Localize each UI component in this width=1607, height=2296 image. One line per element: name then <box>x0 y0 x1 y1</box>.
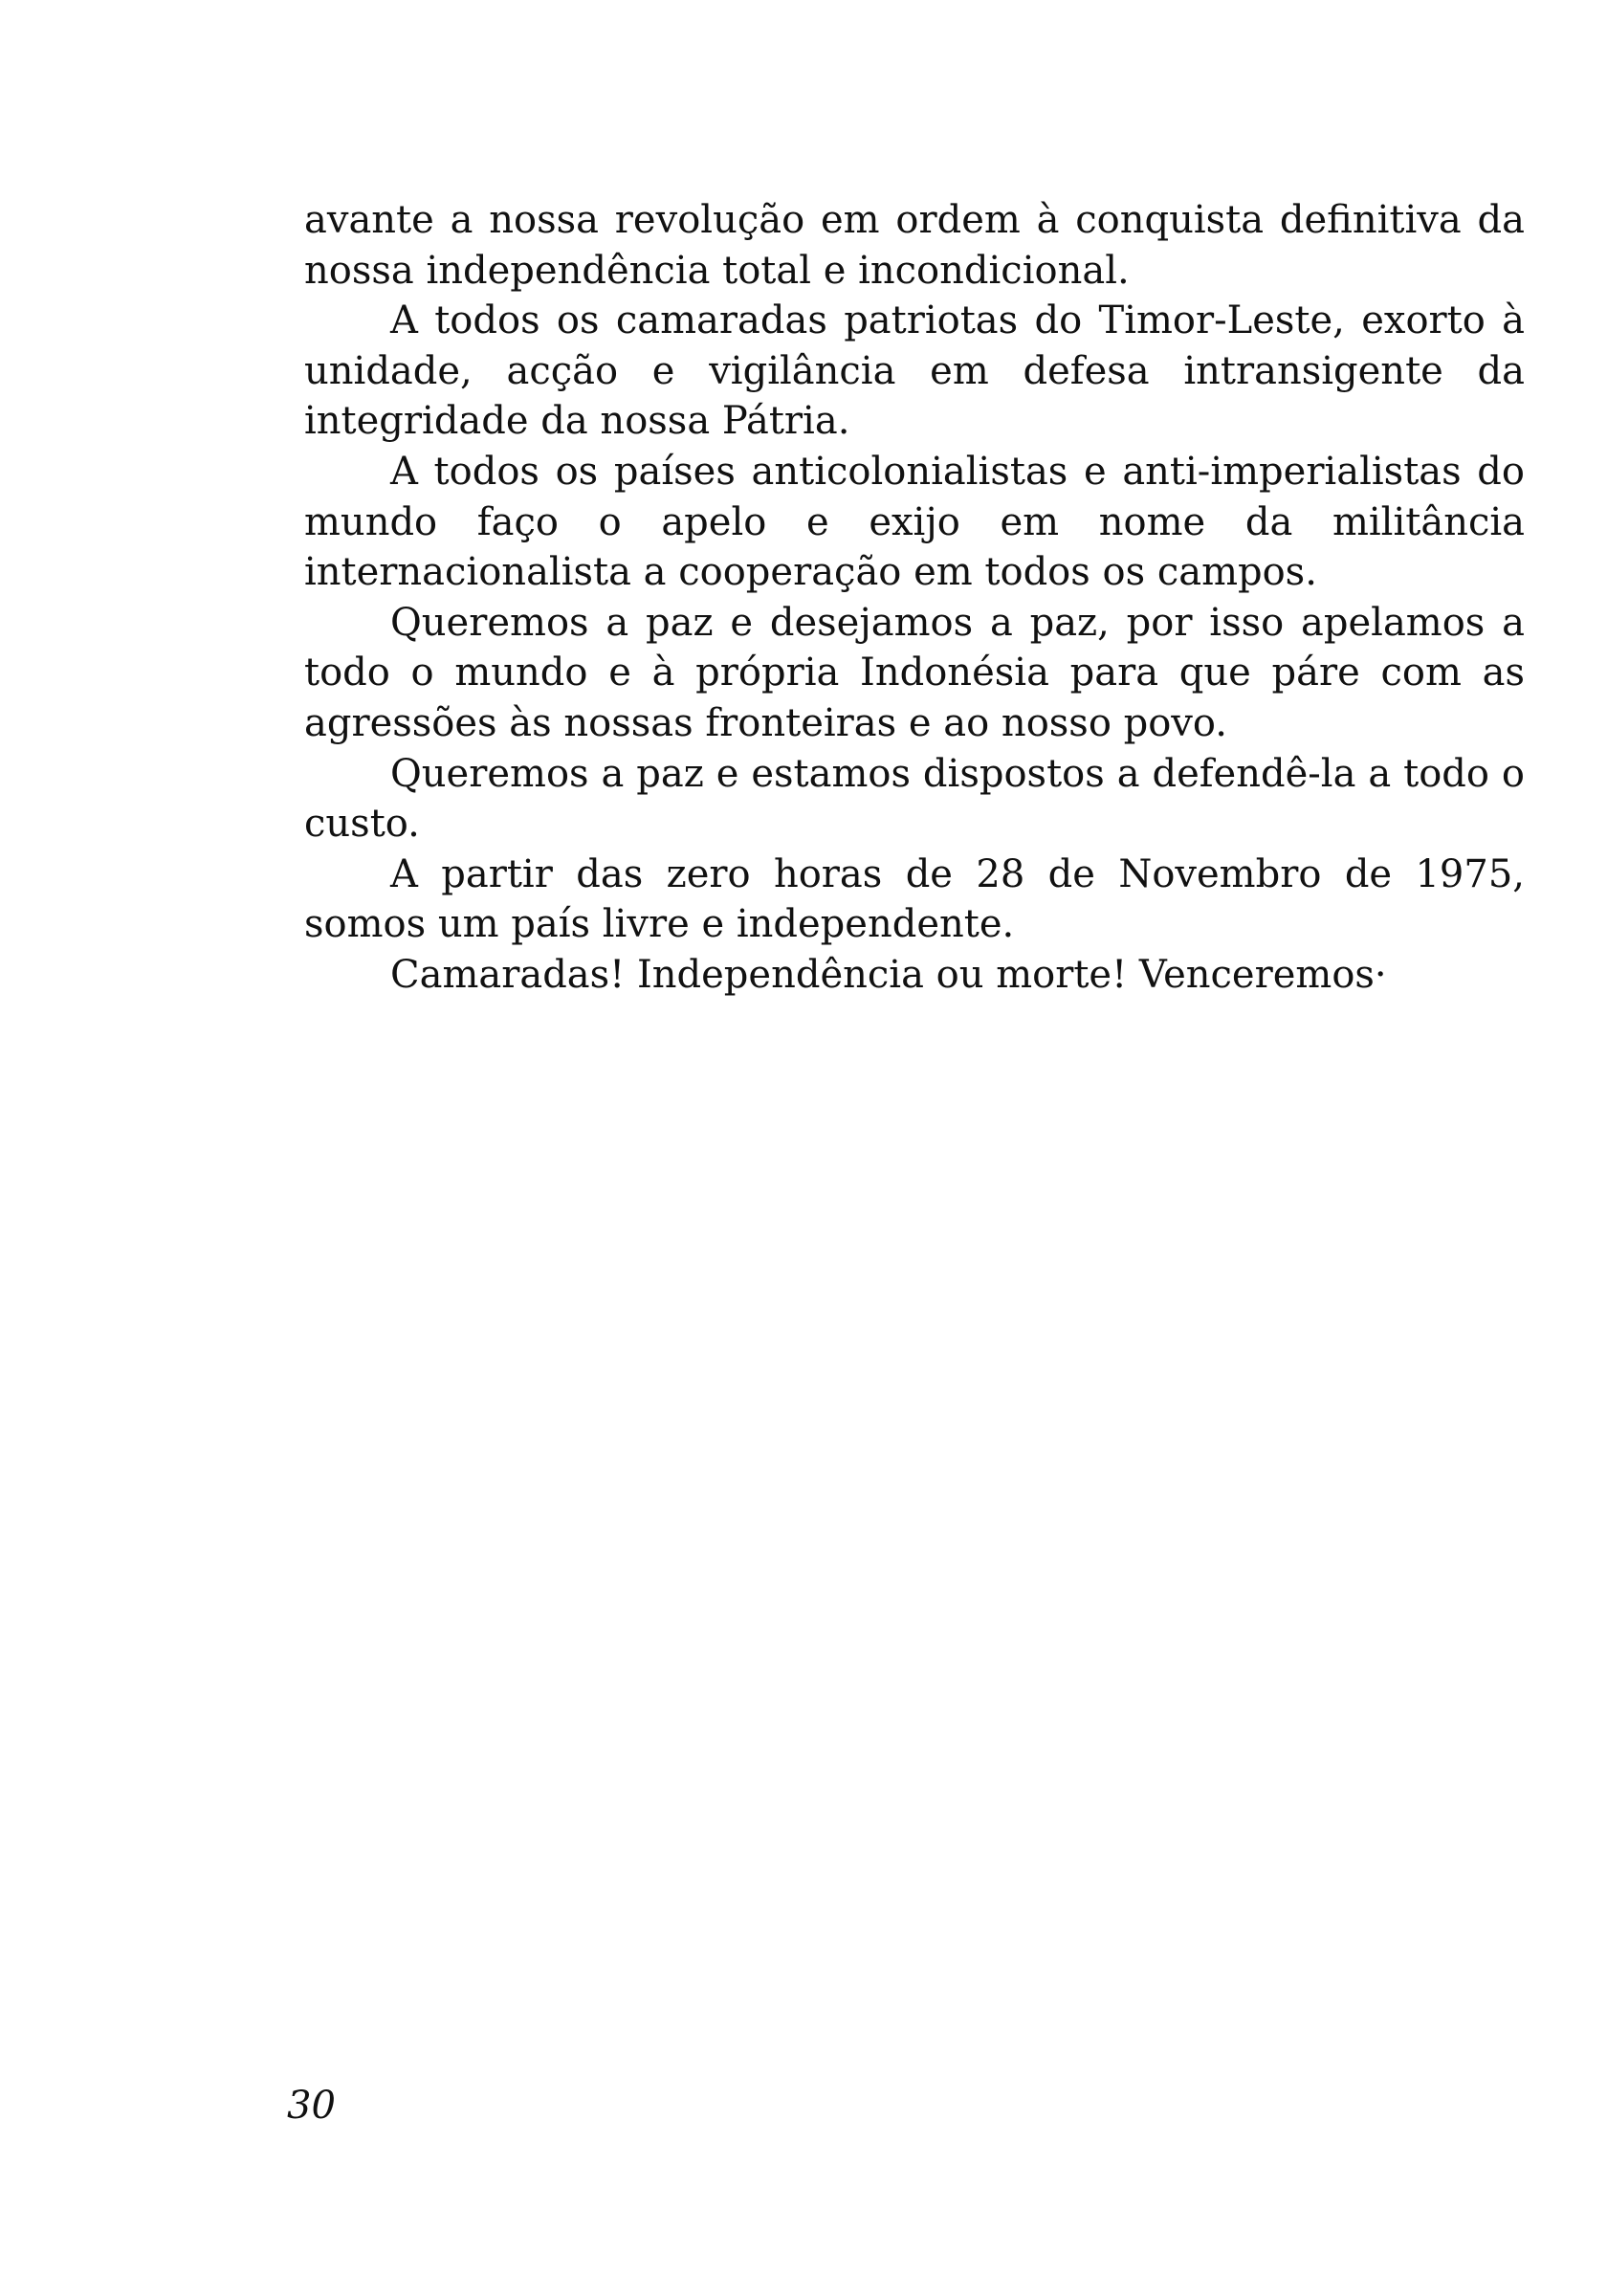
paragraph-continuation: avante a nossa revolução em ordem à conquista definitiva da nossa independência total e incondicional. <box>304 198 1525 293</box>
paragraph-peace-appeal: Queremos a paz e desejamos a paz, por isso apelamos a todo o mundo e à própria Indonésia para que páre com as agressões às nossas fronteiras e ao nosso povo. <box>304 600 1525 745</box>
paragraph-independence-declaration: A partir das zero horas de 28 de Novembro de 1975, somos um país livre e independente. <box>304 851 1525 947</box>
body-text <box>304 195 1525 1001</box>
page-number: 30 <box>287 2084 336 2128</box>
paragraph-international-appeal: A todos os países anticolonialistas e anti-imperialistas do mundo faço o apelo e exijo em nome da militância internacionalista a cooperação em todos os campos. <box>304 449 1525 595</box>
paragraph-unity-appeal: A todos os camaradas patriotas do Timor-Leste, exorto à unidade, acção e vigilância em defesa intransigente da integridade da nossa Pátria. <box>304 298 1525 444</box>
paragraph-defend-peace: Queremos a paz e estamos dispostos a defendê-la a todo o custo. <box>304 751 1525 847</box>
paragraph-closing-cry: Camaradas! Independência ou morte! Venceremos· <box>390 952 1387 997</box>
